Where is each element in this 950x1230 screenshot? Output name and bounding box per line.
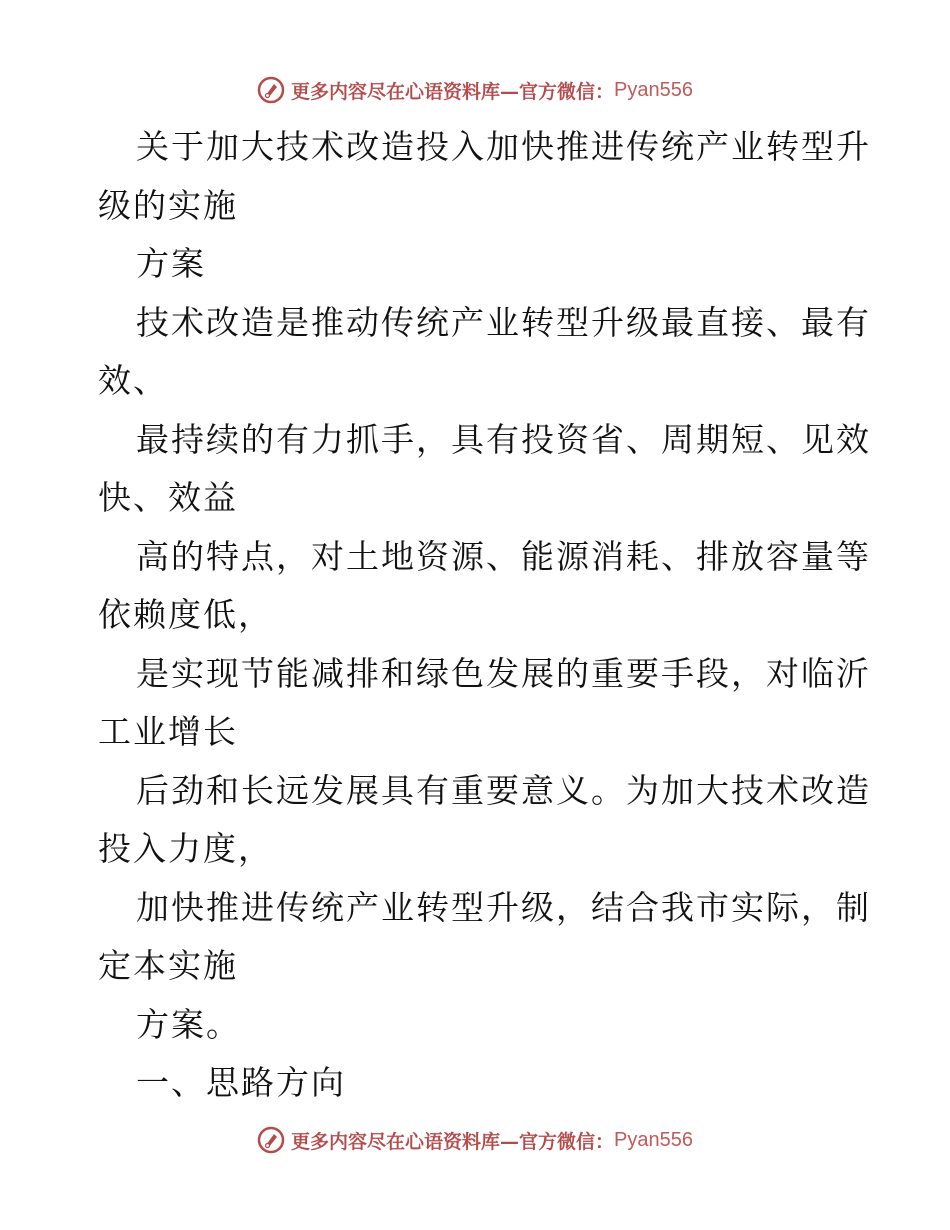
section-heading: 一、思路方向 xyxy=(136,1063,346,1102)
doc-line: 关于加大技术改造投入加快推进传统产业转型升 xyxy=(136,127,871,166)
watermark-text: 更多内容尽在心语资料库—官方微信： xyxy=(291,1130,615,1153)
doc-line: 依赖度低， xyxy=(98,595,273,634)
doc-line: 效、 xyxy=(98,361,168,400)
doc-line: 技术改造是推动传统产业转型升级最直接、最有 xyxy=(136,302,871,342)
doc-line: 最持续的有力抓手，具有投资省、周期短、见效 xyxy=(136,419,871,459)
doc-line: 是实现节能减排和绿色发展的重要手段，对临沂 xyxy=(136,653,871,693)
watermark-text: 更多内容尽在心语资料库—官方微信： xyxy=(291,80,615,103)
pen-nib-logo-icon xyxy=(257,1126,285,1154)
doc-line: 定本实施 xyxy=(98,946,238,985)
document-body xyxy=(98,118,871,1113)
doc-line: 高的特点，对土地资源、能源消耗、排放容量等 xyxy=(136,536,871,576)
header-watermark xyxy=(0,70,950,110)
doc-line: 方案。 xyxy=(136,1004,241,1044)
doc-line: 快、效益 xyxy=(98,478,238,517)
doc-line: 投入力度， xyxy=(98,829,273,868)
pen-nib-logo-icon xyxy=(257,76,285,104)
watermark-wechat-id: Pyan556 xyxy=(614,78,693,101)
doc-line: 方案 xyxy=(136,244,206,283)
doc-line: 后劲和长远发展具有重要意义。为加大技术改造 xyxy=(136,770,871,810)
footer-watermark xyxy=(0,1120,950,1160)
doc-line: 加快推进传统产业转型升级，结合我市实际，制 xyxy=(136,887,871,927)
watermark-wechat-id: Pyan556 xyxy=(614,1128,693,1151)
doc-line: 工业增长 xyxy=(98,712,238,751)
doc-line: 级的实施 xyxy=(98,185,238,225)
